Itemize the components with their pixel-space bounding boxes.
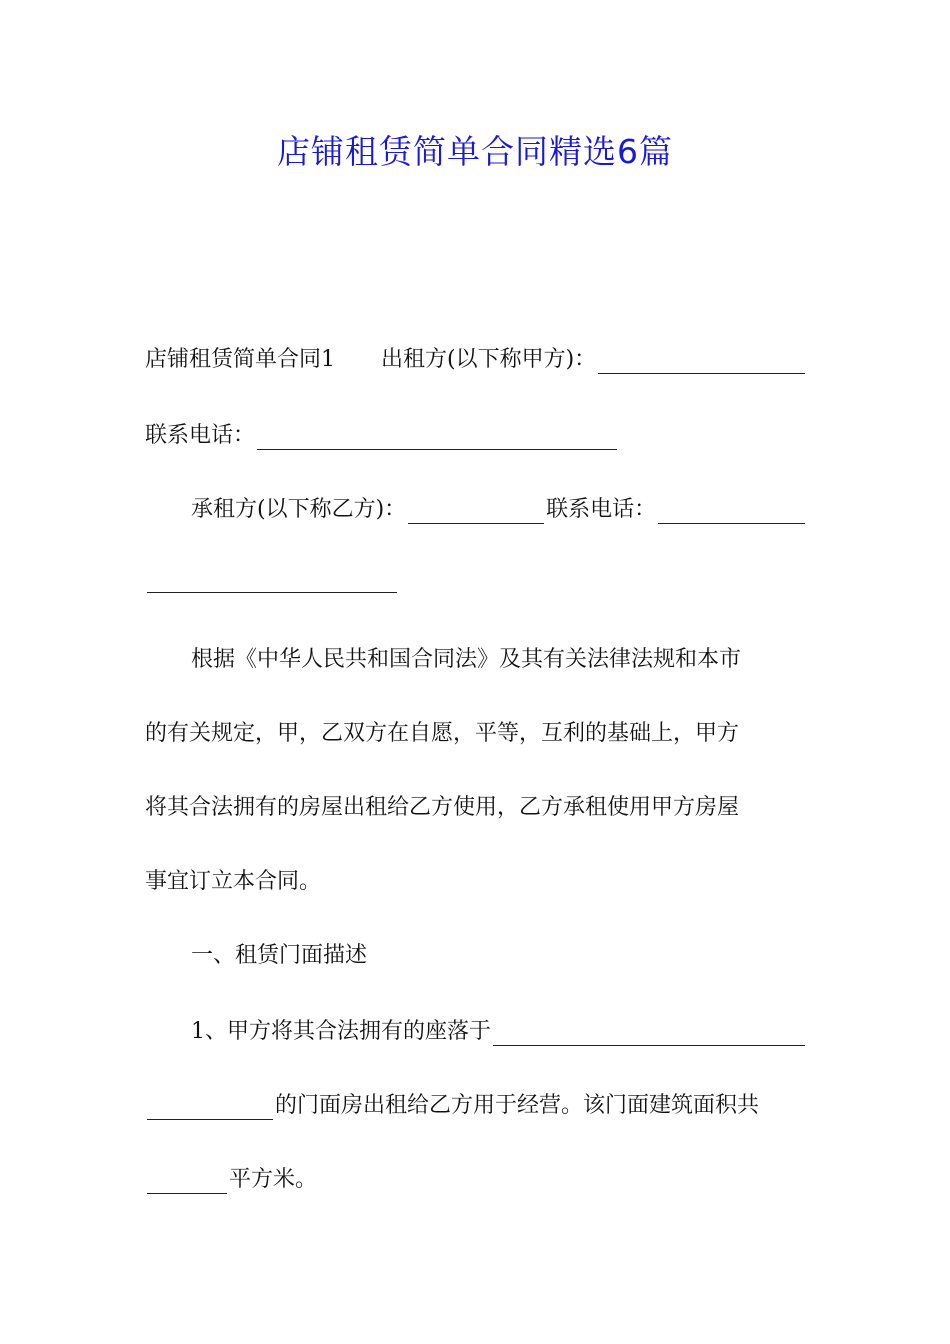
- paragraph-line: 事宜订立本合同。: [145, 869, 322, 894]
- paragraph-line: 根据《中华人民共和国合同法》及其有关法律法规和本市: [191, 647, 742, 672]
- document-title: 店铺租赁简单合同精选6篇: [277, 132, 673, 171]
- lessee-label: 承租方(以下称乙方)：: [191, 497, 407, 522]
- lessee-phone-continuation: [145, 566, 807, 597]
- lessee-phone-blank-continued: [147, 566, 397, 593]
- area-blank: [147, 1167, 227, 1194]
- lessor-blank: [598, 347, 805, 374]
- lessor-phone-line: [145, 418, 807, 454]
- location-blank: [493, 1019, 805, 1046]
- clause-1-text: 1、甲方将其合法拥有的座落于: [191, 1019, 491, 1044]
- clause-line: [145, 1014, 807, 1050]
- contract-heading-line: [145, 342, 807, 378]
- section-heading: 一、租赁门面描述: [191, 943, 368, 968]
- contract-number-label: 店铺租赁简单合同1: [145, 347, 335, 372]
- location-blank-continued: [147, 1093, 273, 1120]
- lessee-phone-blank: [658, 497, 805, 524]
- paragraph-line: 的有关规定，甲，乙双方在自愿，平等，互利的基础上，甲方: [145, 721, 740, 746]
- clause-line: [145, 1088, 807, 1124]
- lessor-label: 出租方(以下称甲方)：: [381, 347, 597, 372]
- lessee-line: [145, 492, 807, 528]
- clause-line: [145, 1162, 807, 1198]
- paragraph-line: 将其合法拥有的房屋出租给乙方使用，乙方承租使用甲方房屋: [145, 795, 740, 820]
- clause-1-continued: 的门面房出租给乙方用于经营。该门面建筑面积共: [275, 1093, 760, 1118]
- lessee-phone-label: 联系电话：: [546, 497, 657, 522]
- lessee-blank: [408, 497, 544, 524]
- area-unit-text: 平方米。: [229, 1167, 318, 1192]
- lessor-phone-label: 联系电话：: [145, 423, 256, 448]
- lessor-phone-blank: [257, 423, 617, 450]
